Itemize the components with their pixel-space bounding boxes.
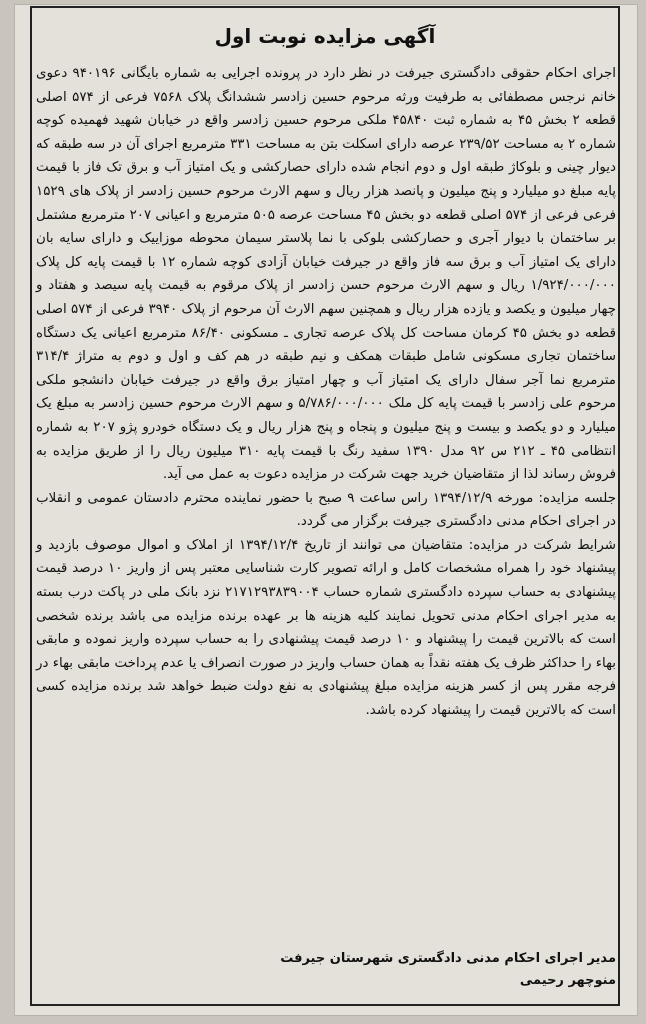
main-paragraph: اجرای احکام حقوقی دادگستری جیرفت در نظر دارد در پرونده اجرایی به شماره بایگانی ۹۴۰۱۹۶ دعوی خانم نرجس مصطفائی به طرفیت ورثه مرحوم حسین زادسر ششدانگ پلاک ۷۵۶۸ فرعی از ۵۷۴ اصلی قطعه ۲ بخش ۴۵ به شماره ثبت ۴۵۸۴۰ ملکی مرحوم حسین زادسر واقع در خیابان شهید فهمیده کوچه شماره ۲ به مساحت ۲۳۹/۵۲ عرصه دارای اسکلت بتن به مساحت ۳۳۱ مترمربع اجرای آن در سه طبقه که دیوار چینی و بلوکاژ طبقه اول و دوم انجام شده دارای حصارکشی و یک امتیاز آب و برق تک فاز با قیمت پایه مبلغ دو میلیارد و پنج میلیون و پانصد هزار ریال و سهم الارث مرحوم حسین زادسر از پلاک های ۱۵۲۹ فرعی فرعی از ۵۷۴ اصلی قطعه دو بخش ۴۵ مساحت عرصه ۵۰۵ مترمربع و اعیانی ۲۰۷ مترمربع مشتمل بر ساختمان با دیوار آجری و حصارکشی بلوکی با نما پلاستر سیمان محوطه موزاییک و دارای سایه بان دارای یک امتیاز آب و برق سه فاز واقع در جیرفت خیابان آزادی کوچه شماره ۱۲ با قیمت پایه کل پلاک ۱/۹۲۴/۰۰۰/۰۰۰ ریال و سهم الارث مرحوم حسن زادسر از پلاک مرقوم به قیمت پایه سیصد و هفتاد و چهار میلیون و یکصد و یازده هزار ریال و همچنین سهم الارث آن مرحوم از پلاک ۳۹۴۰ فرعی از ۵۷۴ اصلی قطعه دو بخش ۴۵ کرمان مساحت کل پلاک عرصه تجاری ـ مسکونی ۸۶/۴۰ مترمربع اعیانی یک دستگاه ساختمان تجاری مسکونی شامل طبقات همکف و نیم طبقه در هم کف و اول و دوم به متراژ ۳۱۴/۴ مترمربع نما آجر سفال دارای یک امتیاز آب و چهار امتیاز برق واقع در جیرفت خیابان دانشجو ملکی مرحوم علی زادسر با قیمت پایه کل ملک ۵/۷۸۶/۰۰۰/۰۰۰ و سهم الارث مرحوم حسین زادسر به مبلغ یک میلیارد و دو یکصد و بیست و پنج میلیون و پنجاه و پنج هزار ریال و یک دستگاه خودرو پژو ۲۰۷ به شماره انتظامی ۴۵ ـ ۲۱۲ س ۹۲ مدل ۱۳۹۰ سفید رنگ با قیمت پایه ۳۱۰ میلیون ریال را از طریق مزایده به فروش رساند لذا از متقاضیان خرید جهت شرکت در مزایده دعوت به عمل می آید. <box>36 66 617 483</box>
notice-title: آگهی مزایده نوبت اول <box>214 24 436 48</box>
notice-body <box>36 62 616 723</box>
signature-name: منوچهر رحیمی <box>519 973 616 988</box>
signature-block <box>36 948 616 992</box>
session-paragraph: جلسه مزایده: مورخه ۱۳۹۴/۱۲/۹ راس ساعت ۹ صبح با حضور نماینده محترم دادستان عمومی و انقلاب در اجرای احکام مدنی دادگستری جیرفت برگزار می گردد. <box>36 490 616 530</box>
conditions-paragraph: شرایط شرکت در مزایده: متقاضیان می توانند از تاریخ ۱۳۹۴/۱۲/۴ از املاک و اموال موصوف بازدید و پیشنهاد خود را همراه مشخصات کامل و ارائه تصویر کارت شناسایی معتبر پس از واریز ۱۰ درصد قیمت پیشنهادی به حساب سپرده دادگستری شماره حساب ۲۱۷۱۲۹۳۸۳۹۰۰۴ نزد بانک ملی در پاکت درب بسته به مدیر اجرای احکام مدنی تحویل نمایند کلیه هزینه ها بر عهده برنده مزایده می باشد برنده شخصی است که بالاترین قیمت را پیشنهاد و ۱۰ درصد قیمت پیشنهادی را به حساب سپرده واریز نموده و مابقی بهاء را حداکثر ظرف یک هفته نقداً به همان حساب واریز در صورت انصراف یا عدم پرداخت مابقی بهاء در فرجه مقرر پس از کسر هزینه مزایده مبلغ پیشنهادی به نفع دولت ضبط خواهد شد برنده مزایده کسی است که بالاترین قیمت را پیشنهاد کرده باشد. <box>36 537 617 719</box>
signature-title: مدیر اجرای احکام مدنی دادگستری شهرستان جیرفت <box>280 951 616 966</box>
